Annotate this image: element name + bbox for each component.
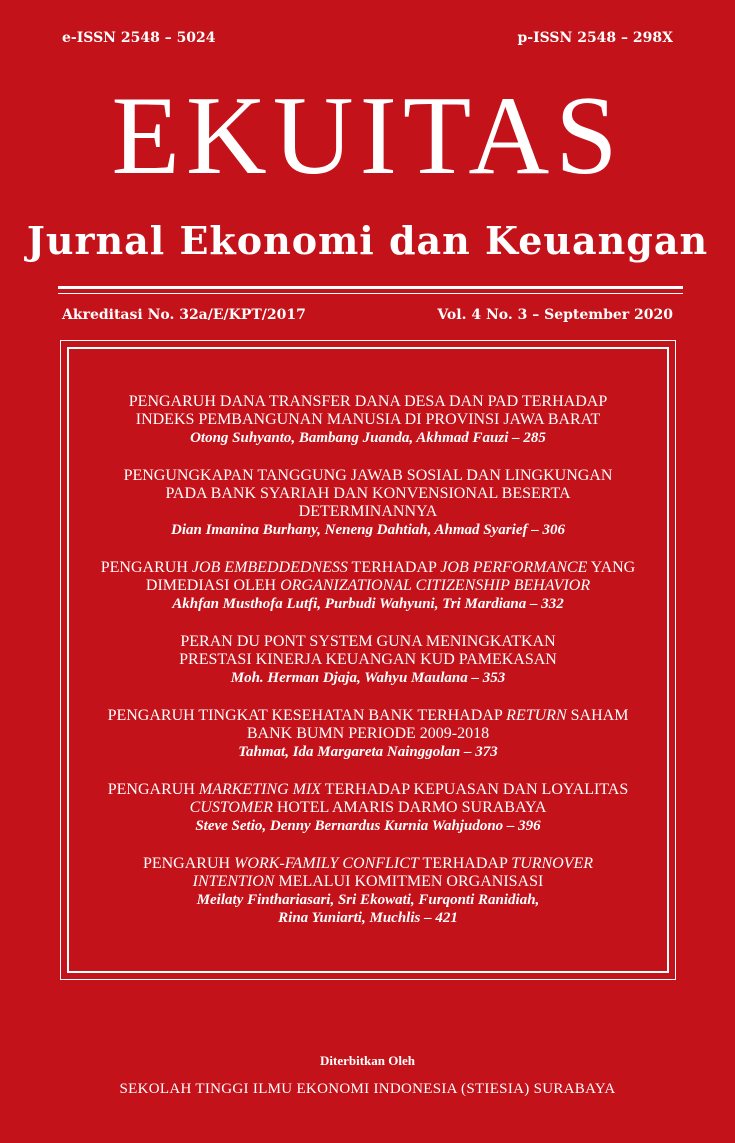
article-title-segment: PRESTASI KINERJA KEUANGAN KUD PAMEKASAN xyxy=(179,651,557,668)
table-of-contents xyxy=(60,340,676,980)
article-title-segment: PENGARUH xyxy=(142,855,235,872)
article-entry xyxy=(61,393,675,447)
article-authors: Akhfan Musthofa Lutfi, Purbudi Wahyuni, Tri Mardiana – 332 xyxy=(172,596,564,612)
header-rule-thin xyxy=(58,293,683,294)
article-title-segment: INDEKS PEMBANGUNAN MANUSIA DI PROVINSI JAWA BARAT xyxy=(135,411,601,428)
article-title-segment: JOB PERFORMANCE xyxy=(440,559,588,576)
accreditation: Akreditasi No. 32a/E/KPT/2017 xyxy=(62,307,306,323)
article-authors: Meilaty Finthariasari, Sri Ekowati, Furqonti Ranidiah, xyxy=(196,892,540,908)
article-title-segment: PENGARUH xyxy=(107,781,199,798)
article-title-segment: TERHADAP xyxy=(418,855,512,872)
article-authors: Rina Yuniarti, Muchlis – 421 xyxy=(278,910,458,926)
header-rule-thick xyxy=(58,286,683,289)
article-entry xyxy=(61,633,675,687)
article-title-segment: MARKETING MIX xyxy=(198,781,322,798)
journal-subtitle: Jurnal Ekonomi dan Keuangan xyxy=(26,218,709,263)
article-title-segment: JOB EMBEDDEDNESS xyxy=(191,559,348,576)
article-title-line xyxy=(61,725,675,743)
publisher-name: SEKOLAH TINGGI ILMU EKONOMI INDONESIA (STIESIA) SURABAYA xyxy=(119,1081,616,1097)
article-title-line xyxy=(61,855,675,873)
article-title-segment: SAHAM xyxy=(566,707,629,724)
article-title-segment: TERHADAP xyxy=(347,559,441,576)
article-title-segment: DETERMINANNYA xyxy=(298,503,438,520)
article-title-line xyxy=(61,707,675,725)
article-title-line xyxy=(61,485,675,503)
article-title-segment: PENGARUH TINGKAT KESEHATAN BANK TERHADAP xyxy=(107,707,507,724)
article-title-line xyxy=(61,781,675,799)
article-entry xyxy=(61,781,675,835)
article-title-segment: RETURN xyxy=(506,707,567,724)
article-entry xyxy=(61,467,675,539)
e-issn: e-ISSN 2548 – 5024 xyxy=(62,30,216,46)
article-authors: Tahmat, Ida Margareta Nainggolan – 373 xyxy=(238,744,498,760)
article-list xyxy=(61,393,675,947)
article-title-segment: PENGARUH xyxy=(100,559,192,576)
article-entry xyxy=(61,855,675,927)
article-title-line xyxy=(61,559,675,577)
article-title-line xyxy=(61,651,675,669)
article-title-line xyxy=(61,799,675,817)
volume-info: Vol. 4 No. 3 – September 2020 xyxy=(437,307,673,323)
p-issn: p-ISSN 2548 – 298X xyxy=(517,30,673,46)
article-title-segment: PADA BANK SYARIAH DAN KONVENSIONAL BESERTA xyxy=(165,485,571,502)
article-authors: Steve Setio, Denny Bernardus Kurnia Wahjudono – 396 xyxy=(195,818,541,834)
article-title-segment: BANK BUMN PERIODE 2009-2018 xyxy=(246,725,490,742)
article-title-line xyxy=(61,873,675,891)
article-title-segment: ORGANIZATIONAL CITIZENSHIP BEHAVIOR xyxy=(280,577,591,594)
article-title-line xyxy=(61,577,675,595)
article-title-segment: PENGARUH DANA TRANSFER DANA DESA DAN PAD TERHADAP xyxy=(128,393,608,410)
article-entry xyxy=(61,707,675,761)
article-title-segment: CUSTOMER xyxy=(189,799,273,816)
article-title-segment: PENGUNGKAPAN TANGGUNG JAWAB SOSIAL DAN LINGKUNGAN xyxy=(123,467,613,484)
article-title-line xyxy=(61,633,675,651)
article-title-line xyxy=(61,411,675,429)
article-title-line xyxy=(61,393,675,411)
article-entry xyxy=(61,559,675,613)
publisher-label: Diterbitkan Oleh xyxy=(320,1053,415,1068)
article-title-segment: WORK-FAMILY CONFLICT xyxy=(234,855,419,872)
article-title-segment: DIMEDIASI OLEH xyxy=(145,577,281,594)
article-title-line xyxy=(61,467,675,485)
article-title-segment: PERAN DU PONT SYSTEM GUNA MENINGKATKAN xyxy=(180,633,556,650)
article-title-line xyxy=(61,503,675,521)
article-title-segment: YANG xyxy=(587,559,636,576)
journal-title: EKUITAS xyxy=(111,74,624,198)
article-title-segment: HOTEL AMARIS DARMO SURABAYA xyxy=(272,799,547,816)
article-authors: Dian Imanina Burhany, Neneng Dahtiah, Ahmad Syarief – 306 xyxy=(171,522,565,538)
article-title-segment: INTENTION xyxy=(192,873,275,890)
article-title-segment: TERHADAP KEPUASAN DAN LOYALITAS xyxy=(321,781,629,798)
article-title-segment: MELALUI KOMITMEN ORGANISASI xyxy=(274,873,544,890)
article-title-segment: TURNOVER xyxy=(511,855,594,872)
article-authors: Otong Suhyanto, Bambang Juanda, Akhmad Fauzi – 285 xyxy=(190,430,546,446)
article-authors: Moh. Herman Djaja, Wahyu Maulana – 353 xyxy=(230,670,506,686)
